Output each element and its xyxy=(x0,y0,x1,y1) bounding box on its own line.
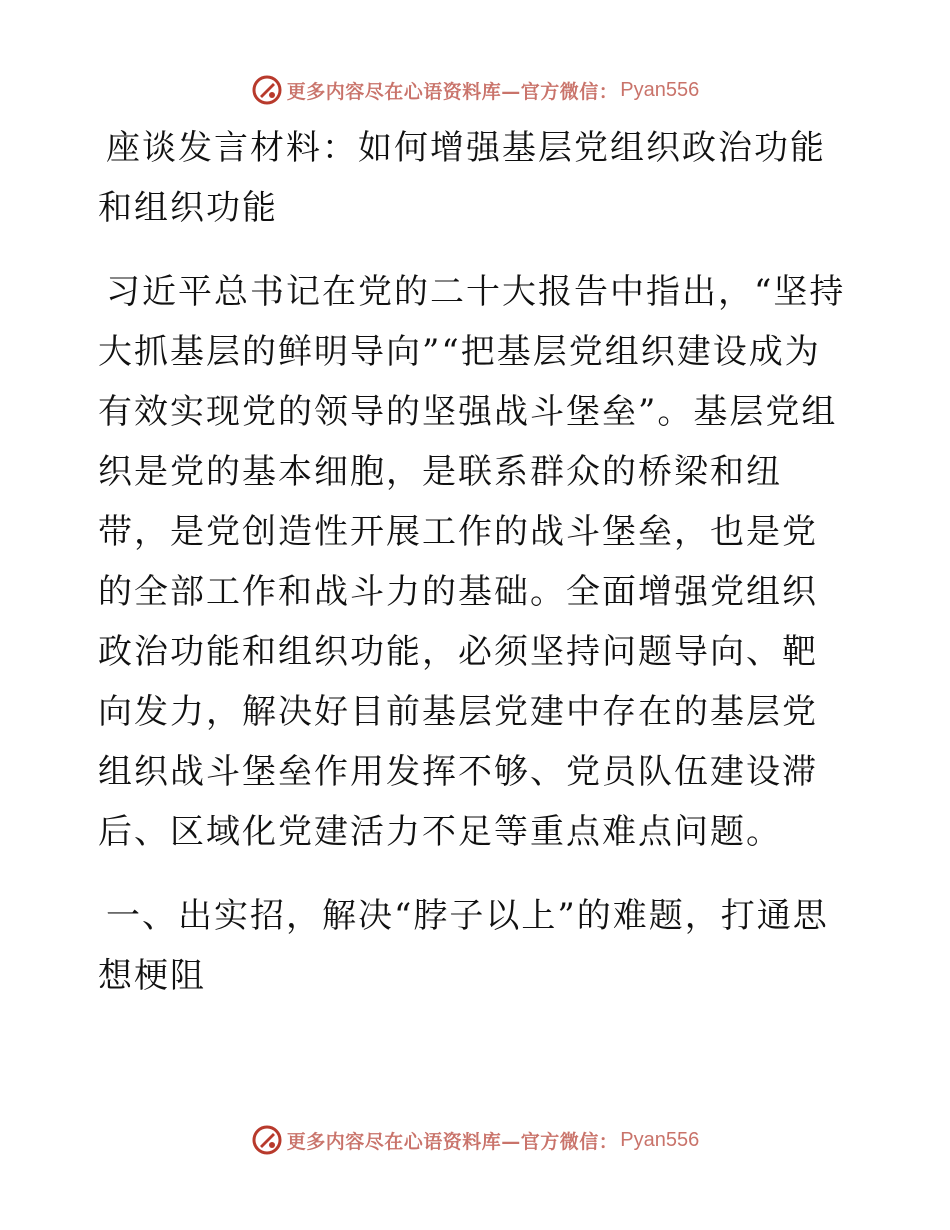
quill-logo-icon xyxy=(251,74,283,106)
section-heading: 一、出实招，解决“脖子以上”的难题，打通思想梗阻 xyxy=(98,896,829,996)
watermark-wechat-id: Pyan556 xyxy=(620,1128,700,1151)
document-body xyxy=(98,118,848,1006)
watermark-wechat-id: Pyan556 xyxy=(620,78,700,101)
document-title: 座谈发言材料：如何增强基层党组织政治功能和组织功能 xyxy=(98,128,826,228)
watermark-text: 更多内容尽在心语资料库—官方微信： xyxy=(286,1130,619,1153)
quill-logo-icon xyxy=(251,1124,283,1156)
watermark-footer xyxy=(0,1120,950,1160)
watermark-text: 更多内容尽在心语资料库—官方微信： xyxy=(286,80,619,103)
watermark-header xyxy=(0,70,950,110)
body-paragraph: 习近平总书记在党的二十大报告中指出，“坚持大抓基层的鲜明导向”“把基层党组织建设成为有效实现党的领导的坚强战斗堡垒”。基层党组织是党的基本细胞，是联系群众的桥梁和纽带，是党创造性开展工作的战斗堡垒，也是党的全部工作和战斗力的基础。全面增强党组织政治功能和组织功能，必须坚持问题导向、靶向发力，解决好目前基层党建中存在的基层党组织战斗堡垒作用发挥不够、党员队伍建设滞后、区域化党建活力不足等重点难点问题。 xyxy=(98,272,846,852)
